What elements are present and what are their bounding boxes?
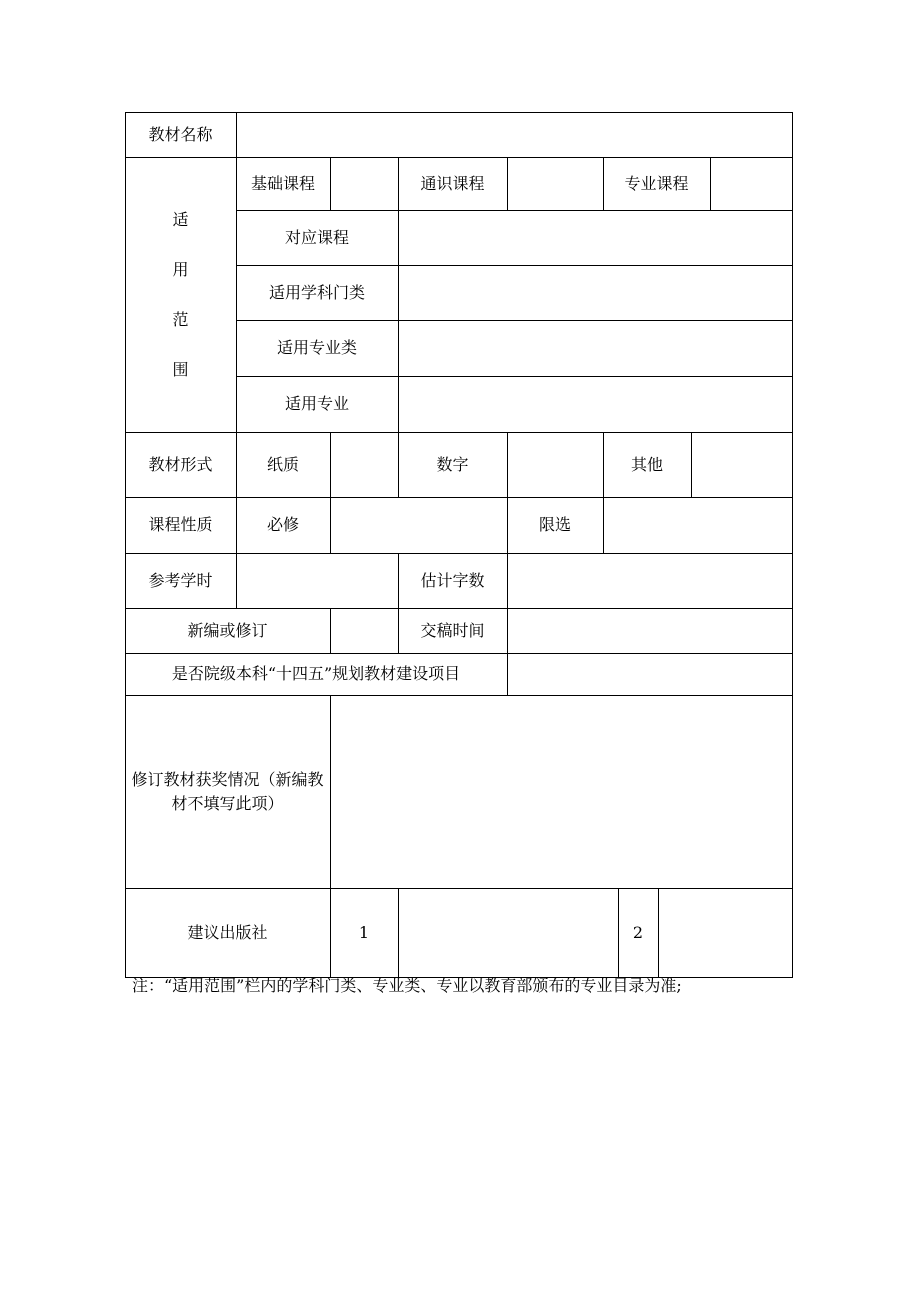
- publisher-2-field[interactable]: [658, 888, 792, 977]
- reference-hours-label: 参考学时: [148, 570, 213, 590]
- submission-time-field[interactable]: [507, 608, 792, 653]
- digital-label: 数字: [436, 454, 469, 474]
- required-label: 必修: [266, 515, 299, 534]
- major-field[interactable]: [398, 376, 792, 432]
- course-nature-label: 课程性质: [148, 515, 213, 534]
- awards-field[interactable]: [330, 695, 792, 888]
- other-label: 其他: [630, 454, 663, 474]
- elective-label: 限选: [538, 515, 571, 534]
- textbook-form-label: 教材形式: [148, 454, 213, 474]
- major-class-label: 适用专业类: [276, 338, 357, 357]
- new-or-revised-label: 新编或修订: [187, 620, 268, 640]
- publisher-label: 建议出版社: [187, 922, 268, 942]
- corresponding-course-label: 对应课程: [284, 227, 349, 247]
- reference-hours-field[interactable]: [236, 553, 398, 608]
- subject-category-label: 适用学科门类: [268, 282, 365, 302]
- publisher-1-field[interactable]: [398, 888, 618, 977]
- general-course-field[interactable]: [507, 157, 603, 210]
- basic-course-field[interactable]: [330, 157, 398, 210]
- planning-project-field[interactable]: [507, 653, 792, 695]
- subject-category-field[interactable]: [398, 265, 792, 320]
- estimated-words-label: 估计字数: [420, 570, 485, 590]
- textbook-name-field[interactable]: [236, 112, 792, 157]
- applicable-scope-label: 适 用 范 围: [172, 209, 189, 379]
- paper-label: 纸质: [266, 454, 299, 474]
- major-class-field[interactable]: [398, 320, 792, 376]
- basic-course-label: 基础课程: [250, 173, 315, 193]
- submission-time-label: 交稿时间: [420, 620, 485, 640]
- footnote: 注：“适用范围”栏内的学科门类、专业类、专业以教育部颁布的专业目录为准;: [132, 976, 682, 995]
- corresponding-course-field[interactable]: [398, 210, 792, 265]
- required-field[interactable]: [330, 497, 507, 553]
- estimated-words-field[interactable]: [507, 553, 792, 608]
- other-field[interactable]: [691, 432, 792, 497]
- major-course-label: 专业课程: [624, 173, 689, 193]
- planning-project-label: 是否院级本科“十四五”规划教材建设项目: [171, 664, 461, 683]
- general-course-label: 通识课程: [420, 173, 485, 193]
- new-or-revised-field[interactable]: [330, 608, 398, 653]
- elective-field[interactable]: [603, 497, 792, 553]
- publisher-1-number: 1: [358, 922, 370, 942]
- publisher-2-number: 2: [632, 922, 644, 942]
- digital-field[interactable]: [507, 432, 603, 497]
- major-label: 适用专业: [284, 394, 349, 413]
- awards-label: 修订教材获奖情况（新编教材不填写此项）: [131, 769, 324, 813]
- textbook-name-label: 教材名称: [148, 124, 213, 144]
- major-course-field[interactable]: [710, 157, 792, 210]
- paper-field[interactable]: [330, 432, 398, 497]
